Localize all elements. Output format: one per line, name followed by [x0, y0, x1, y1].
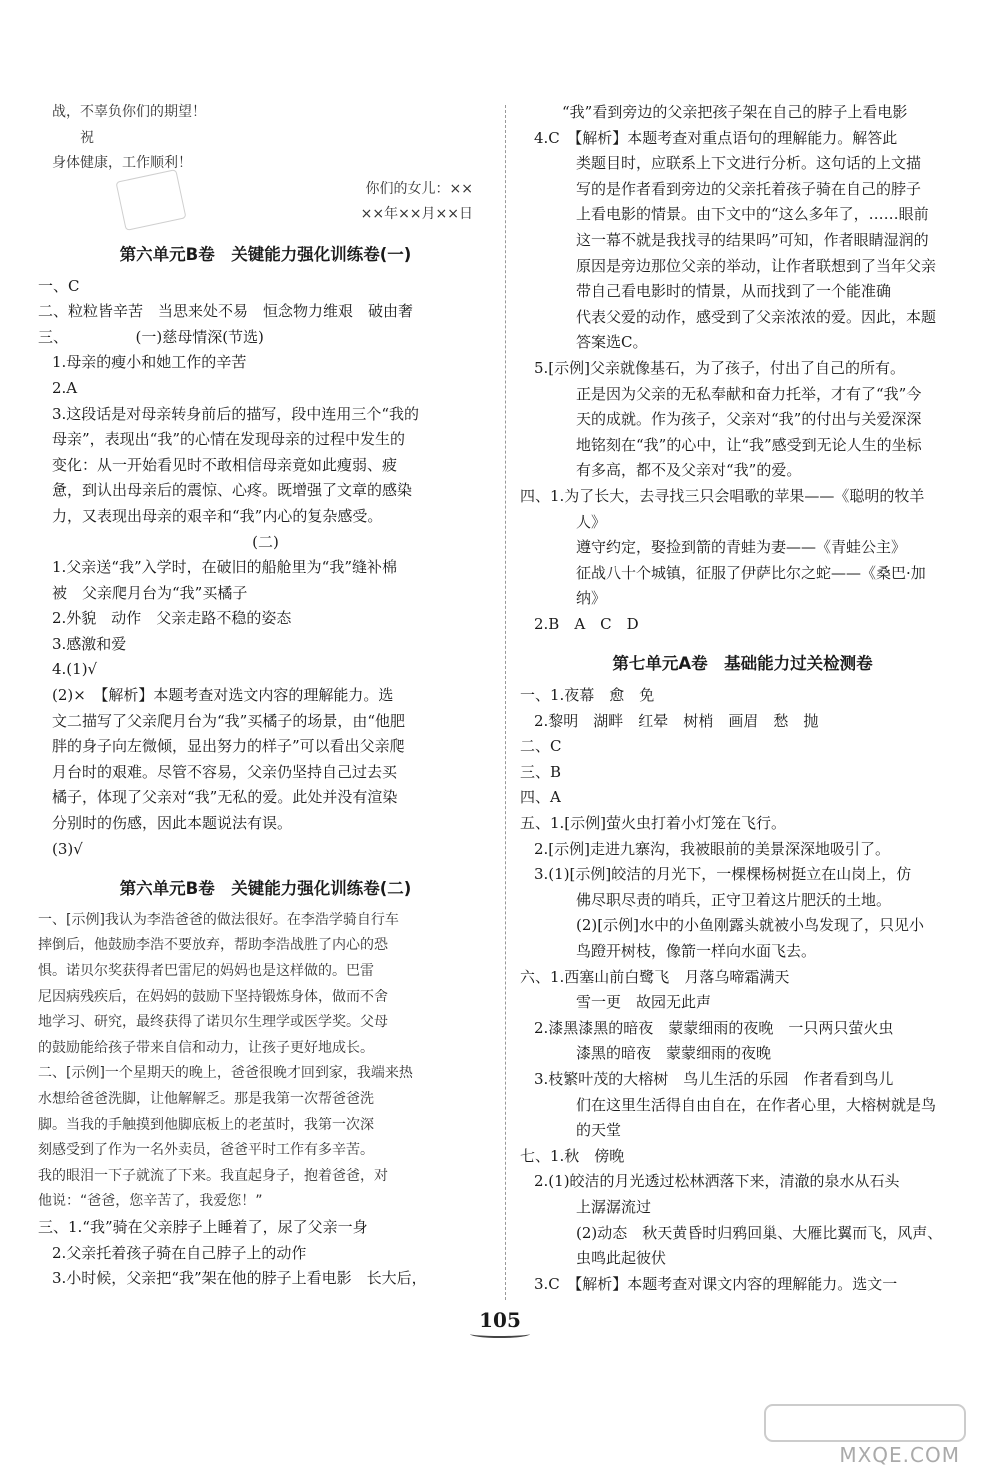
text-line: 漆黑的暗夜 蒙蒙细雨的夜晚 — [576, 1044, 772, 1063]
text-line: 3.小时候，父亲把“我”架在他的脖子上看电影 长大后， — [52, 1269, 427, 1288]
text-line: 橘子，体现了父亲对“我”无私的爱。此处并没有渲染 — [52, 788, 398, 807]
text-line: 三、1.“我”骑在父亲脖子上睡着了，尿了父亲一身 — [38, 1217, 368, 1236]
text-line: 三、B — [520, 762, 562, 781]
section-heading: 第六单元B卷 关键能力强化训练卷(一) — [119, 244, 412, 264]
text-line: 一、[示例]我认为李浩爸爸的做法很好。在李浩学骑自行车 — [38, 911, 399, 928]
text-line: 地学习、研究，最终获得了诺贝尔生理学或医学奖。父母 — [38, 1014, 388, 1031]
text-line: 胖的身子向左微倾，显出努力的样子”可以看出父亲爬 — [52, 737, 405, 756]
text-line: 原因是旁边那位父亲的举动，让作者联想到了当年父亲 — [576, 256, 937, 275]
text-line: 六、1.西塞山前白鹭飞 月落乌啼霜满天 — [520, 967, 790, 986]
text-line: 地铭刻在“我”的心中，让“我”感受到无论人生的坐标 — [576, 435, 922, 454]
text-line: 有多高，都不及父亲对“我”的爱。 — [576, 461, 802, 480]
text-line: 上潺潺流过 — [576, 1197, 652, 1216]
section-heading: 第六单元B卷 关键能力强化训练卷(二) — [119, 879, 412, 899]
text-line: 4.(1)√ — [52, 660, 98, 679]
text-line: (二) — [252, 532, 279, 551]
text-line: (2)[示例]水中的小鱼刚露头就被小鸟发现了，只见小 — [576, 916, 924, 935]
left-column — [38, 100, 493, 1292]
text-line: 佛尽职尽责的哨兵，正守卫着这片肥沃的土地。 — [576, 890, 892, 909]
text-line: 身体健康，工作顺利！ — [52, 155, 192, 172]
section-heading: 第七单元A卷 基础能力过关检测卷 — [612, 654, 873, 674]
page-number — [0, 1308, 1000, 1338]
text-line: 3.枝繁叶茂的大榕树 鸟儿生活的乐园 作者看到鸟儿 — [534, 1069, 894, 1088]
text-line: 1.父亲送“我”入学时，在破旧的船舱里为“我”缝补棉 — [52, 558, 397, 577]
text-line: 代表父爱的动作，感受到了父亲浓浓的爱。因此，本题 — [576, 307, 937, 326]
text-line: 5.[示例]父亲就像基石，为了孩子，付出了自己的所有。 — [534, 358, 906, 377]
text-line: 2.外貌 动作 父亲走路不稳的姿态 — [52, 609, 292, 628]
text-line: 们在这里生活得自由自在，在作者心里，大榕树就是鸟 — [576, 1095, 937, 1114]
text-line: 我的眼泪一下子就流了下来。我直起身子，抱着爸爸，对 — [38, 1167, 388, 1184]
text-line: 人》 — [576, 512, 607, 531]
text-line: 1.母亲的瘦小和她工作的辛苦 — [52, 353, 247, 372]
text-line: 正是因为父亲的无私奉献和奋力托举，才有了“我”今 — [576, 384, 922, 403]
text-line: 文二描写了父亲爬月台为“我”买橘子的场景，由“他肥 — [52, 711, 406, 730]
text-line: 战，不辜负你们的期望！ — [52, 104, 206, 120]
text-line: 2.B A C D — [534, 614, 639, 633]
text-line: “我”看到旁边的父亲把孩子架在自己的脖子上看电影 — [562, 103, 908, 121]
watermark-text: MXQE.COM — [839, 1443, 960, 1467]
text-line: 惧。诺贝尔奖获得者巴雷尼的妈妈也是这样做的。巴雷 — [38, 963, 374, 979]
text-line: 尼因病残疾后，在妈妈的鼓励下坚持锻炼身体，做而不舍 — [38, 988, 388, 1005]
text-line: 二、粒粒皆辛苦 当思来处不易 恒念物力维艰 破由奢 — [38, 302, 414, 321]
text-line: 变化：从一开始看见时不敢相信母亲竟如此瘦弱、疲 — [52, 455, 398, 474]
text-line: 带自己看电影时的情景，从而找到了一个能准确 — [576, 282, 892, 301]
text-line: 你们的女儿：×× — [365, 180, 473, 197]
text-line: (2)× 【解析】本题考查对选文内容的理解能力。选 — [52, 686, 394, 705]
text-line: 被 父亲爬月台为“我”买橘子 — [52, 583, 248, 602]
text-line: 的天堂 — [576, 1121, 622, 1140]
text-line: 四、A — [520, 788, 561, 807]
text-line: 答案选C。 — [576, 333, 648, 352]
text-line: 母亲”，表现出“我”的心情在发现母亲的过程中发生的 — [52, 430, 406, 449]
text-line: 虫鸣此起彼伏 — [576, 1249, 667, 1268]
text-line: 他说：“爸爸，您辛苦了，我爱您！” — [38, 1193, 263, 1210]
text-line: 力，又表现出母亲的艰辛和“我”内心的复杂感受。 — [52, 506, 383, 525]
text-line: 上看电影的情景。由下文中的“这么多年了，……眼前 — [576, 205, 929, 224]
text-line: 2.(1)皎洁的月光透过松林洒落下来，清澈的泉水从石头 — [534, 1172, 900, 1191]
text-line: 征战八十个城镇，征服了伊萨比尔之蛇——《桑巴·加 — [576, 563, 926, 582]
text-line: 三、 (一)慈母情深(节选) — [38, 327, 264, 346]
text-line: 雪一更 故园无此声 — [576, 993, 712, 1012]
text-line: 3.感激和爱 — [52, 634, 127, 653]
text-line: 3.这段话是对母亲转身前后的描写，段中连用三个“我的 — [52, 404, 419, 423]
text-line: 摔倒后，他鼓励李浩不要放弃，帮助李浩战胜了内心的恐 — [38, 937, 388, 954]
text-line: 天的成就。作为孩子，父亲对“我”的付出与关爱深深 — [576, 410, 922, 429]
text-line: 2.黎明 湖畔 红晕 树梢 画眉 愁 抛 — [534, 711, 819, 730]
text-line: 2.父亲托着孩子骑在自己脖子上的动作 — [52, 1243, 307, 1262]
text-line: 一、C — [38, 276, 80, 295]
text-line: 类题目时，应联系上下文进行分析。这句话的上文描 — [576, 154, 922, 173]
text-line: 2.[示例]走进九寨沟，我被眼前的美景深深地吸引了。 — [534, 839, 891, 858]
text-line: 二、[示例]一个星期天的晚上，爸爸很晚才回到家，我端来热 — [38, 1065, 413, 1082]
text-line: 2.A — [52, 378, 78, 397]
text-line: 二、C — [520, 737, 562, 756]
text-line: (3)√ — [52, 839, 83, 858]
text-line: 四、1.为了长大，去寻找三只会唱歌的苹果——《聪明的牧羊 — [520, 486, 925, 505]
text-line: 遵守约定，娶捡到箭的青蛙为妻——《青蛙公主》 — [576, 538, 907, 557]
text-line: 纳》 — [576, 589, 607, 608]
text-line: 4.C 【解析】本题考查对重点语句的理解能力。解答此 — [534, 128, 898, 147]
text-line: 七、1.秋 傍晚 — [520, 1146, 625, 1165]
text-line: 的鼓励能给孩子带来自信和动力，让孩子更好地成长。 — [38, 1039, 374, 1056]
text-line: ××年××月××日 — [360, 206, 473, 223]
text-line: 祝 — [80, 129, 94, 146]
text-line: 3.(1)[示例]皎洁的月光下，一棵棵杨树挺立在山岗上，仿 — [534, 865, 912, 884]
text-line: 写的是作者看到旁边的父亲托着孩子骑在自己的脖子 — [576, 179, 922, 198]
text-line: 分别时的伤感，因此本题说法有误。 — [52, 814, 293, 833]
text-line: 月台时的艰难。尽管不容易，父亲仍坚持自己过去买 — [52, 762, 398, 781]
text-line: 惫，到认出母亲后的震惊、心疼。既增强了文章的感染 — [52, 481, 413, 500]
text-line: 脚。当我的手触摸到他脚底板上的老茧时，我第一次深 — [38, 1116, 374, 1133]
text-line: 3.C 【解析】本题考查对课文内容的理解能力。选文一 — [534, 1274, 898, 1293]
text-line: 2.漆黑漆黑的暗夜 蒙蒙细雨的夜晚 一只两只萤火虫 — [534, 1018, 894, 1037]
text-line: (2)动态 秋天黄昏时归鸦回巢、大雁比翼而飞，风声、 — [576, 1223, 943, 1242]
text-line: 水想给爸爸洗脚，让他解解乏。那是我第一次帮爸爸洗 — [38, 1090, 374, 1107]
text-line: 刻感受到了作为一名外卖员，爸爸平时工作有多辛苦。 — [38, 1142, 374, 1159]
text-line: 鸟蹬开树枝，像箭一样向水面飞去。 — [576, 942, 817, 960]
page-number-text: 105 — [479, 1308, 521, 1332]
right-column — [520, 100, 965, 1297]
text-line: 一、1.夜幕 愈 免 — [520, 686, 655, 705]
column-divider — [505, 105, 506, 1300]
text-line: 这一幕不就是我找寻的结果吗”可知，作者眼睛湿润的 — [576, 230, 929, 249]
text-line: 五、1.[示例]萤火虫打着小灯笼在飞行。 — [520, 814, 787, 833]
